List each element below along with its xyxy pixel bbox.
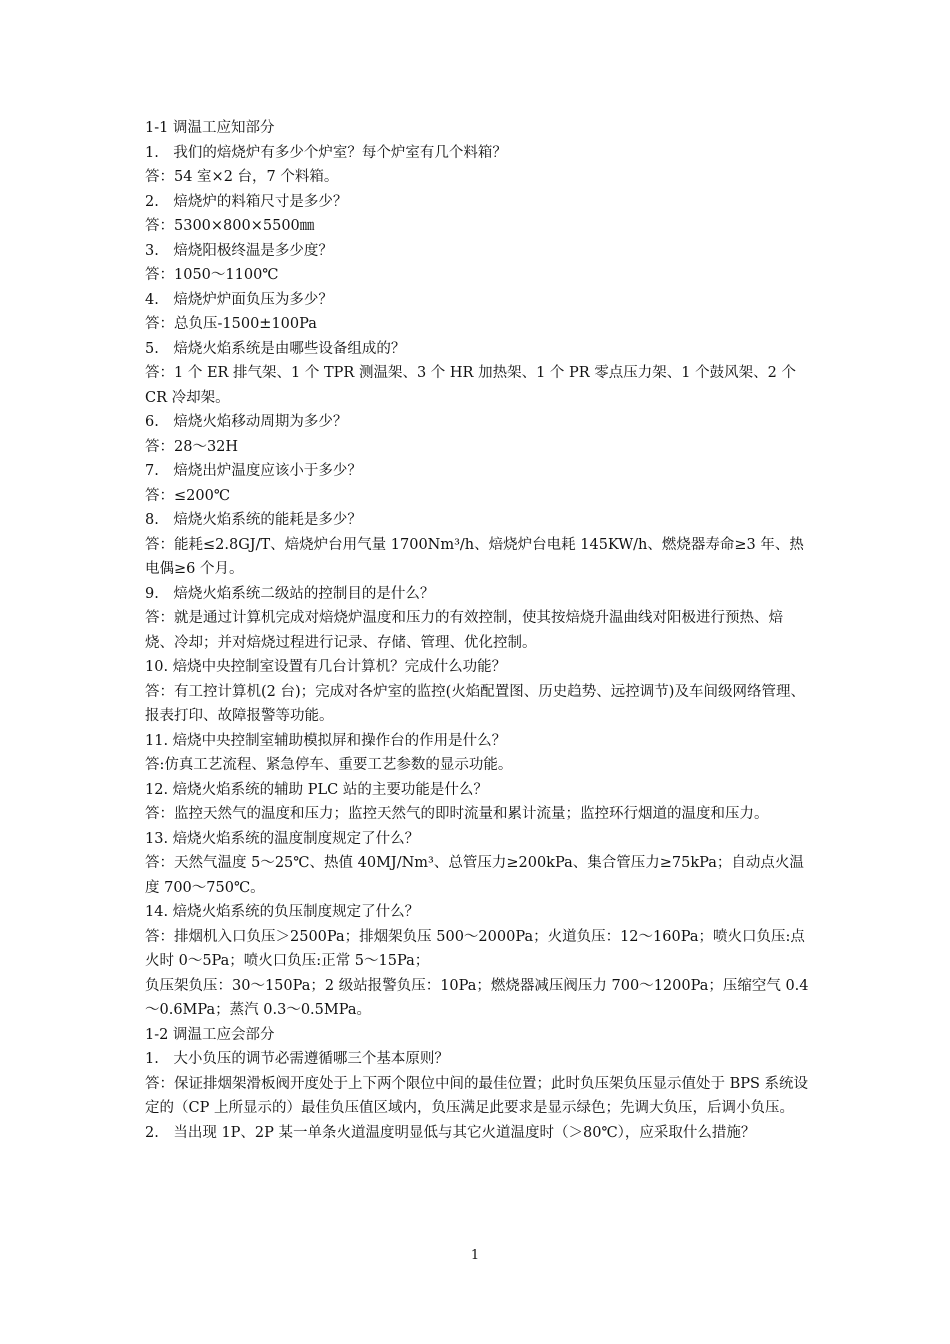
text-line: 答：能耗≤2.8GJ/T、焙烧炉台用气量 1700Nm³/h、焙烧炉台电耗 145KW/h、燃烧器寿命≥3 年、热电偶≥6 个月。: [145, 536, 804, 577]
page-number: 1: [470, 1248, 480, 1263]
text-line: 9. 焙烧火焰系统二级站的控制目的是什么？: [145, 585, 435, 602]
text-line: 1-1 调温工应知部分: [145, 120, 275, 136]
text-line: 答：保证排烟架滑板阀开度处于上下两个限位中间的最佳位置；此时负压架负压显示值处于 BPS 系统设定的（CP 上所显示的）最佳负压值区域内，负压满足此要求是显示绿色；先调大负压，后调小负压。: [145, 1075, 809, 1116]
text-line: 答：54 室×2 台，7 个料箱。: [145, 169, 339, 185]
text-line: 8. 焙烧火焰系统的能耗是多少？: [145, 512, 362, 528]
text-line: 13. 焙烧火焰系统的温度制度规定了什么？: [145, 830, 420, 847]
text-line: 答：天然气温度 5～25℃、热值 40MJ/Nm³、总管压力≥200kPa、集合管压力≥75kPa；自动点火温度 700～750℃。: [145, 855, 804, 896]
text-line: 答：1050～1100℃: [145, 267, 279, 283]
text-line: 14. 焙烧火焰系统的负压制度规定了什么？: [145, 904, 420, 920]
text-line: 3. 焙烧阳极终温是多少度？: [145, 242, 333, 259]
document-body: [145, 116, 810, 1145]
text-line: 1-2 调温工应会部分: [145, 1026, 275, 1043]
text-line: 1. 大小负压的调节必需遵循哪三个基本原则？: [145, 1051, 449, 1067]
text-line: 2. 当出现 1P、2P 某一单条火道温度明显低与其它火道温度时（＞80℃），应采取什么措施？: [145, 1124, 756, 1141]
text-line: 1. 我们的焙烧炉有多少个炉室？每个炉室有几个料箱？: [145, 144, 507, 161]
text-line: 负压架负压：30～150Pa；2 级站报警负压：10Pa；燃烧器减压阀压力 700～1200Pa；压缩空气 0.4～0.6MPa；蒸汽 0.3～0.5MPa。: [145, 977, 809, 1018]
text-line: 答：5300×800×5500㎜: [145, 218, 315, 234]
text-line: 答：总负压-1500±100Pa: [145, 316, 317, 332]
text-line: 7. 焙烧出炉温度应该小于多少？: [145, 463, 362, 479]
text-line: 2. 焙烧炉的料箱尺寸是多少？: [145, 193, 348, 210]
text-line: 10. 焙烧中央控制室设置有几台计算机？完成什么功能？: [145, 659, 507, 675]
text-line: 答:仿真工艺流程、紧急停车、重要工艺参数的显示功能。: [145, 757, 513, 773]
text-line: 4. 焙烧炉炉面负压为多少？: [145, 291, 333, 308]
text-line: 12. 焙烧火焰系统的辅助 PLC 站的主要功能是什么？: [145, 781, 488, 798]
text-line: 答：1 个 ER 排气架、1 个 TPR 测温架、3 个 HR 加热架、1 个 PR 零点压力架、1 个鼓风架、2 个 CR 冷却架。: [145, 365, 796, 406]
text-line: 答：排烟机入口负压＞2500Pa；排烟架负压 500～2000Pa；火道负压：12～160Pa；喷火口负压:点火时 0～5Pa；喷火口负压:正常 5～15Pa；: [145, 928, 805, 969]
text-line: 11. 焙烧中央控制室辅助模拟屏和操作台的作用是什么？: [145, 732, 507, 749]
text-line: 答：监控天然气的温度和压力；监控天然气的即时流量和累计流量；监控环行烟道的温度和压力。: [145, 806, 769, 822]
text-line: 答：就是通过计算机完成对焙烧炉温度和压力的有效控制，使其按焙烧升温曲线对阳极进行预热、焙烧、冷却；并对焙烧过程进行记录、存储、管理、优化控制。: [145, 610, 783, 651]
text-line: 答：有工控计算机(2 台)；完成对各炉室的监控(火焰配置图、历史趋势、远控调节)及车间级网络管理、报表打印、故障报警等功能。: [145, 683, 805, 724]
text-line: 6. 焙烧火焰移动周期为多少？: [145, 414, 348, 430]
text-line: 答：≤200℃: [145, 487, 231, 504]
text-line: 答：28～32H: [145, 438, 239, 455]
text-line: 5. 焙烧火焰系统是由哪些设备组成的？: [145, 340, 406, 357]
